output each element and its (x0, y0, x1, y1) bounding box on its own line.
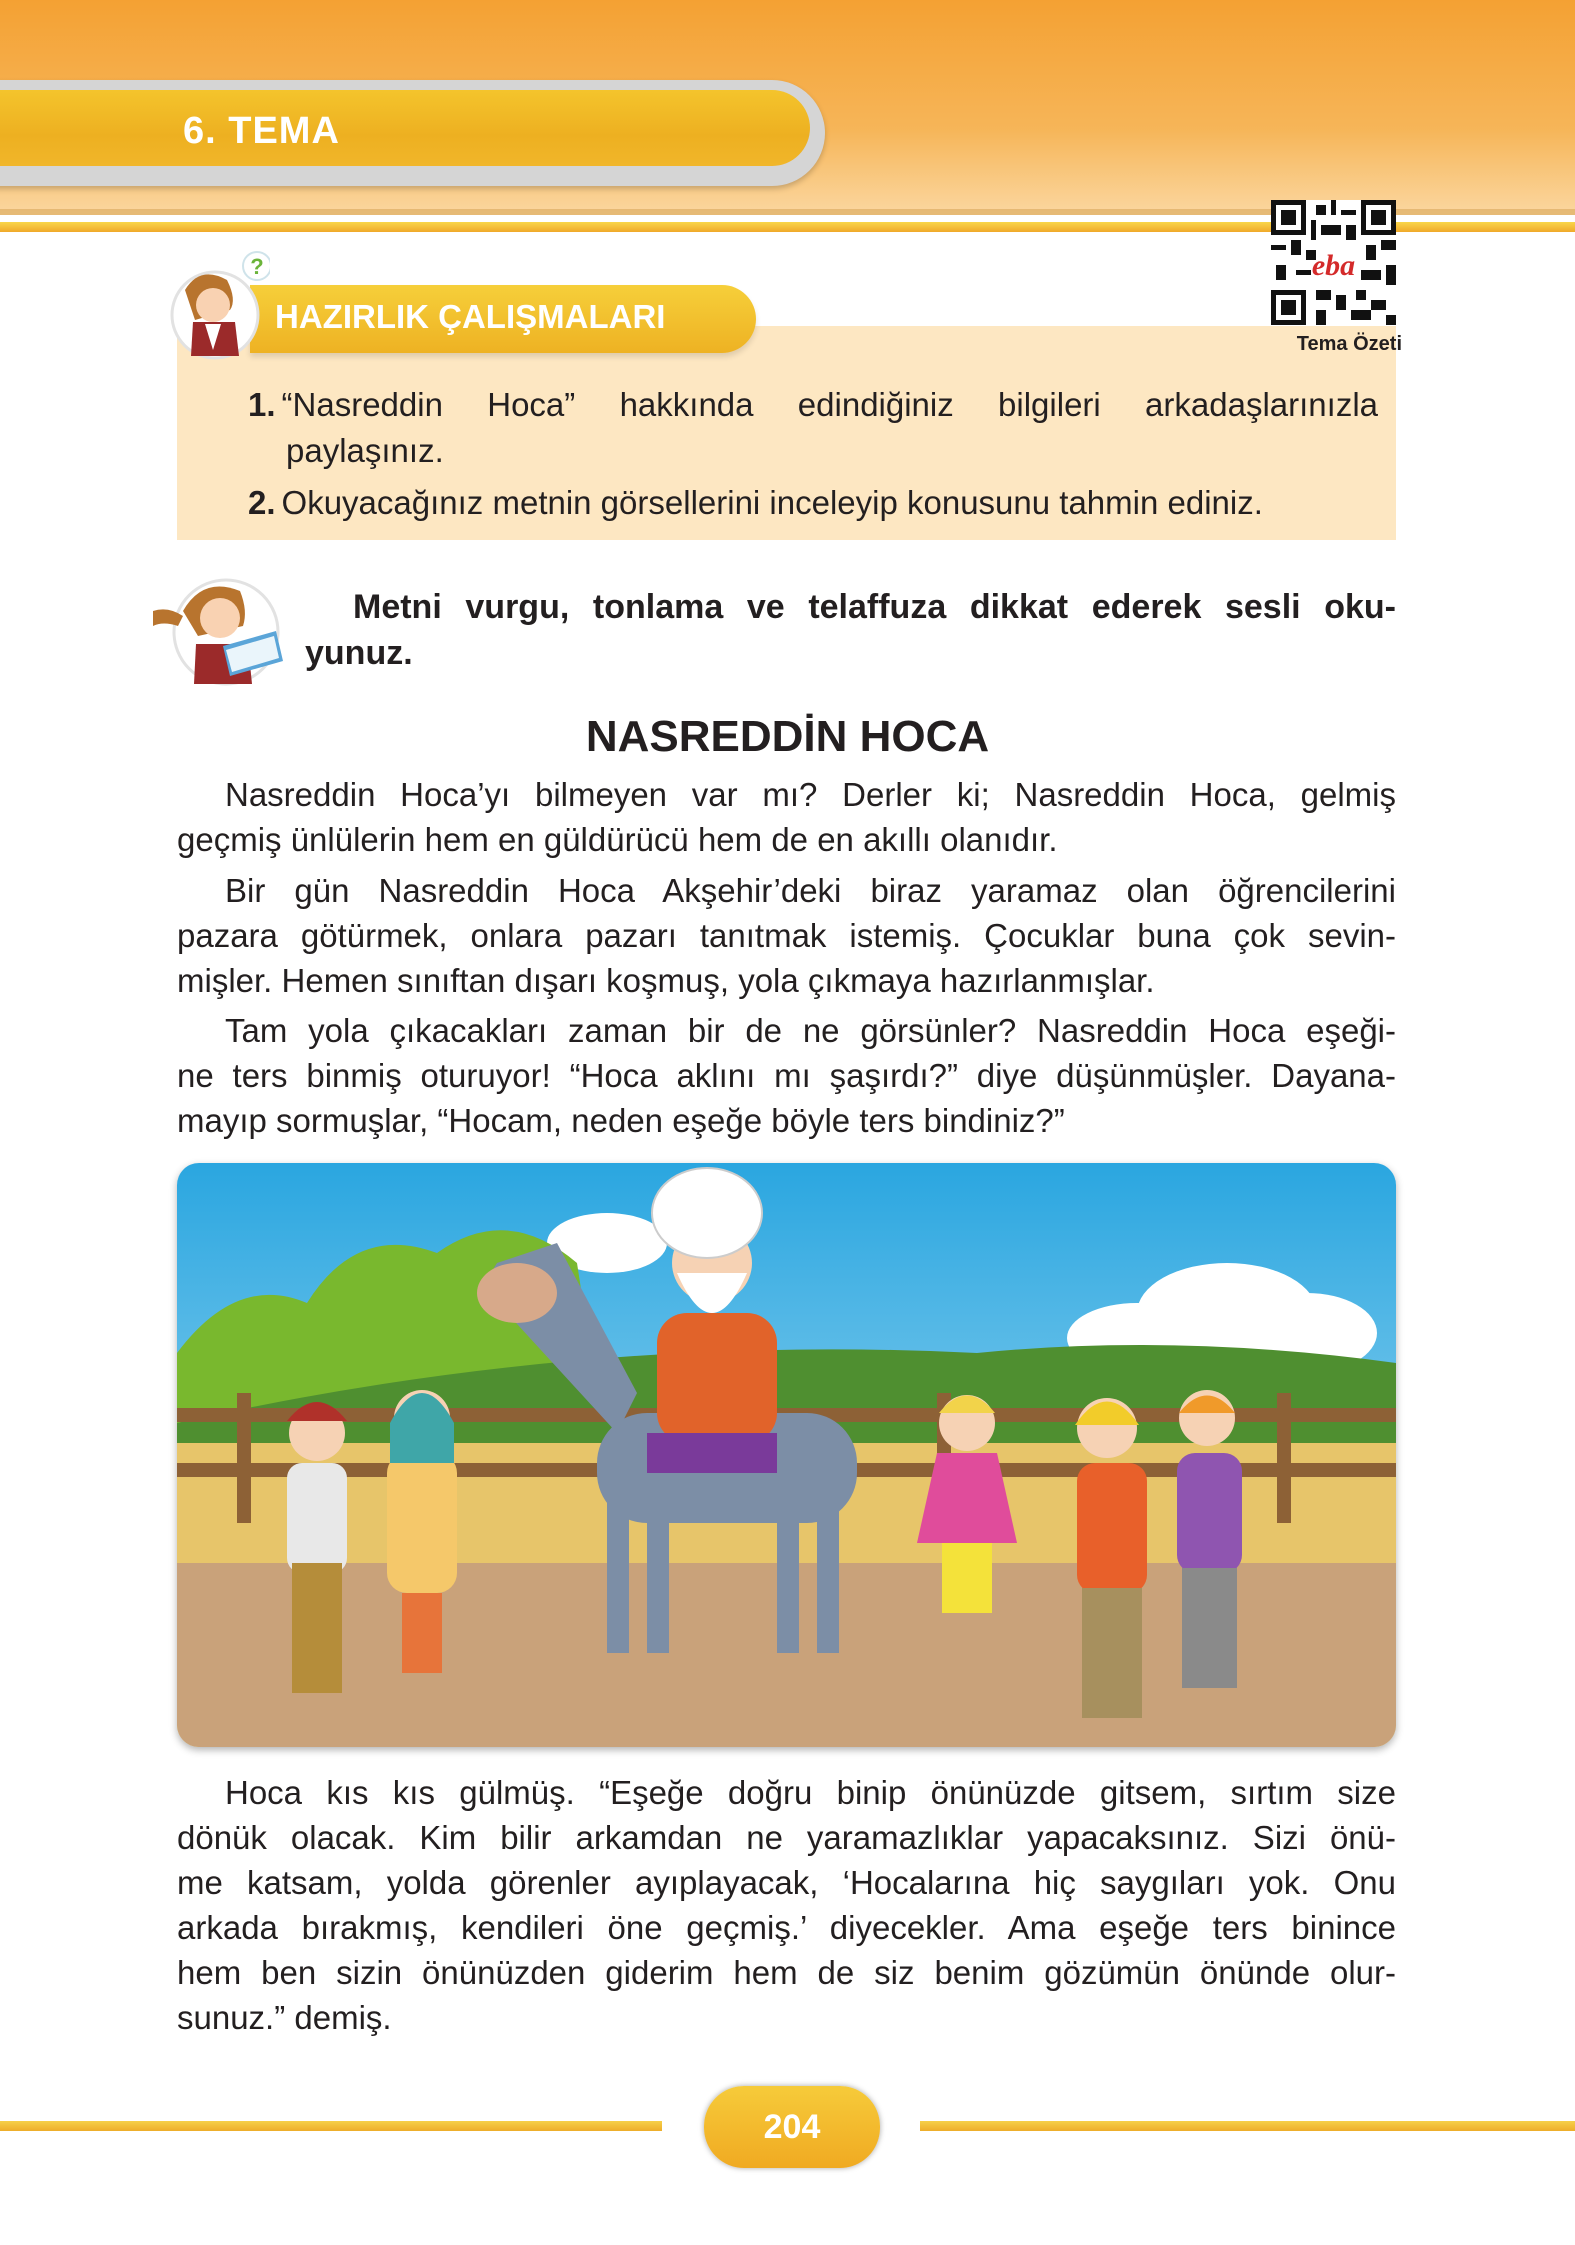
text-line: geçmiş ünlülerin hem en güldürücü hem de en akıllı olanıdır. (177, 821, 1058, 858)
text-line: Hoca kıs kıs gülmüş. “Eşeğe doğru binip önünüzde gitsem, sırtım size (225, 1774, 1396, 1811)
text-line: mayıp sormuşlar, “Hocam, neden eşeğe böyle ters bindiniz?” (177, 1102, 1065, 1139)
svg-text:eba: eba (1311, 249, 1356, 282)
item-number: 2. (248, 484, 276, 521)
story-illustration (177, 1163, 1396, 1747)
prep-item-2 (248, 483, 1263, 523)
footer-line-right (920, 2121, 1575, 2131)
theme-banner (0, 80, 825, 186)
thinking-girl-icon (155, 250, 270, 360)
footer-line-left (0, 2121, 662, 2131)
item-text: “Nasreddin Hoca” hakkında edindiğiniz bilgileri arkadaşlarınızla (281, 386, 1378, 423)
prep-title: HAZIRLIK ÇALIŞMALARI (275, 298, 666, 335)
instruction-line: yunuz. (305, 634, 413, 672)
instruction-line: Metni vurgu, tonlama ve telaffuza dikkat ederek sesli oku- (353, 588, 1396, 626)
reading-instruction (305, 584, 1396, 676)
text-line: pazara götürmek, onlara pazarı tanıtmak istemiş. Çocuklar buna çok sevin- (177, 917, 1396, 954)
page-number: 204 (704, 2086, 880, 2168)
theme-label: 6. TEMA (183, 110, 340, 152)
text-line: Bir gün Nasreddin Hoca Akşehir’deki biraz yaramaz olan öğrencilerini (225, 872, 1396, 909)
text-line: sunuz.” demiş. (177, 1999, 392, 2036)
reading-girl-icon (148, 566, 288, 688)
qr-caption: Tema Özeti (1296, 333, 1402, 355)
text-line: Nasreddin Hoca’yı bilmeyen var mı? Derler ki; Nasreddin Hoca, gelmiş (225, 776, 1396, 813)
story-paragraph-4 (177, 1770, 1396, 2040)
svg-text:?: ? (250, 254, 264, 279)
qr-code-icon[interactable] (1271, 200, 1396, 325)
story-paragraph-3 (177, 1008, 1396, 1143)
story-title: NASREDDİN HOCA (585, 712, 990, 761)
text-line: me katsam, yolda görenler ayıplayacak, ‘Hocalarına hiç saygıları yok. Onu (177, 1864, 1396, 1901)
item-text: paylaşınız. (286, 432, 444, 469)
text-line: ne ters binmiş oturuyor! “Hoca aklını mı şaşırdı?” diye düşünmüşler. Dayana- (177, 1057, 1396, 1094)
text-line: hem ben sizin önünüzden giderim hem de siz benim gözümün önünde olur- (177, 1954, 1396, 1991)
story-paragraph-2 (177, 868, 1396, 1003)
story-paragraph-1 (177, 772, 1396, 862)
text-line: arkada bırakmış, kendileri öne geçmiş.’ diyecekler. Ama eşeğe ters binince (177, 1909, 1396, 1946)
item-number: 1. (248, 386, 276, 423)
text-line: mişler. Hemen sınıftan dışarı koşmuş, yola çıkmaya hazırlanmışlar. (177, 962, 1155, 999)
text-line: Tam yola çıkacakları zaman bir de ne görsünler? Nasreddin Hoca eşeği- (225, 1012, 1396, 1049)
item-text: Okuyacağınız metnin görsellerini inceleyip konusunu tahmin ediniz. (281, 484, 1263, 521)
prep-item-1 (248, 385, 1378, 471)
text-line: dönük olacak. Kim bilir arkamdan ne yaramazlıklar yapacaksınız. Sizi önü- (177, 1819, 1396, 1856)
